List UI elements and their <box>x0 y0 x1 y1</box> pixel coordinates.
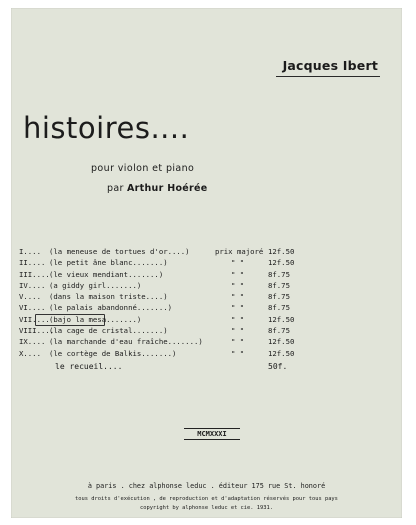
list-item <box>19 291 389 302</box>
piece-price: 12f.50 <box>268 247 295 256</box>
piece-title: (le vieux mendiant.......) <box>49 269 164 279</box>
ditto-mark: " " <box>231 292 245 302</box>
ditto-mark: " " <box>231 326 245 336</box>
piece-number: IV.... <box>19 280 46 290</box>
piece-title: (la marchande d'eau fraîche.......) <box>49 337 203 347</box>
piece-number: VII.... <box>19 314 50 324</box>
piece-price: 12f.50 <box>268 258 295 268</box>
piece-title: (bajo la mesa.......) <box>49 314 142 324</box>
piece-title: (la cage de cristal.......) <box>49 326 168 336</box>
copyright-line: copyright by alphonse leduc et cie. 1931. <box>139 505 274 511</box>
piece-price: 12f.50 <box>268 314 295 324</box>
piece-price: 12f.50 <box>268 337 295 347</box>
publication-year: MCMXXXI <box>184 428 240 440</box>
piece-price: 12f.50 <box>268 348 295 358</box>
piece-number: I.... <box>19 247 41 256</box>
ditto-mark: " " <box>231 280 245 290</box>
list-item <box>19 336 389 347</box>
piece-title: (a giddy girl.......) <box>49 280 142 290</box>
piece-title: (le petit âne blanc.......) <box>49 258 168 268</box>
piece-title: (la meneuse de tortues d'or....) <box>49 247 190 256</box>
piece-title: (dans la maison triste....) <box>49 292 168 302</box>
piece-price: 8f.75 <box>268 326 290 336</box>
piece-number: VI.... <box>19 303 46 313</box>
list-item <box>19 314 389 325</box>
list-item <box>19 246 389 257</box>
composer-name: Jacques Ibert <box>282 58 378 73</box>
ditto-mark: " " <box>231 314 245 324</box>
work-title: histoires.... <box>23 111 190 145</box>
collection-price: 50f. <box>268 362 288 371</box>
piece-title: (le cortège de Balkis.......) <box>49 348 177 358</box>
piece-number: X.... <box>19 348 41 358</box>
piece-price: 8f.75 <box>268 303 290 313</box>
ditto-mark: " " <box>231 348 245 358</box>
composer-underline <box>276 76 380 77</box>
arranger-name: Arthur Hoérée <box>127 183 208 194</box>
piece-price: 8f.75 <box>268 280 290 290</box>
piece-title: (le palais abandonné.......) <box>49 303 173 313</box>
piece-number: II.... <box>19 258 46 268</box>
rights-line: tous droits d'exécution , de reproduction et d'adaptation réservés pour tous pays <box>75 496 338 502</box>
piece-number: IX.... <box>19 337 46 347</box>
ditto-mark: " " <box>231 258 245 268</box>
list-item <box>19 269 389 280</box>
ditto-mark: " " <box>231 337 245 347</box>
collection-label: le recueil.... <box>55 362 123 371</box>
arranger-prefix: par <box>107 183 124 194</box>
list-item <box>19 257 389 268</box>
publisher-line: à paris . chez alphonse leduc . éditeur 175 rue St. honoré <box>87 482 326 490</box>
list-item <box>19 302 389 313</box>
piece-list <box>19 246 389 359</box>
price-note: prix majoré <box>215 247 264 256</box>
piece-price: 8f.75 <box>268 269 290 279</box>
piece-number: III.... <box>19 269 50 279</box>
ditto-mark: " " <box>231 303 245 313</box>
instrumentation: pour violon et piano <box>91 163 195 174</box>
list-item <box>19 348 389 359</box>
list-item <box>19 325 389 336</box>
piece-number: VIII.... <box>19 326 55 336</box>
score-cover <box>11 8 402 518</box>
list-item <box>19 280 389 291</box>
piece-number: V.... <box>19 292 41 302</box>
ditto-mark: " " <box>231 269 245 279</box>
piece-price: 8f.75 <box>268 292 290 302</box>
arranger-credit <box>107 183 208 194</box>
